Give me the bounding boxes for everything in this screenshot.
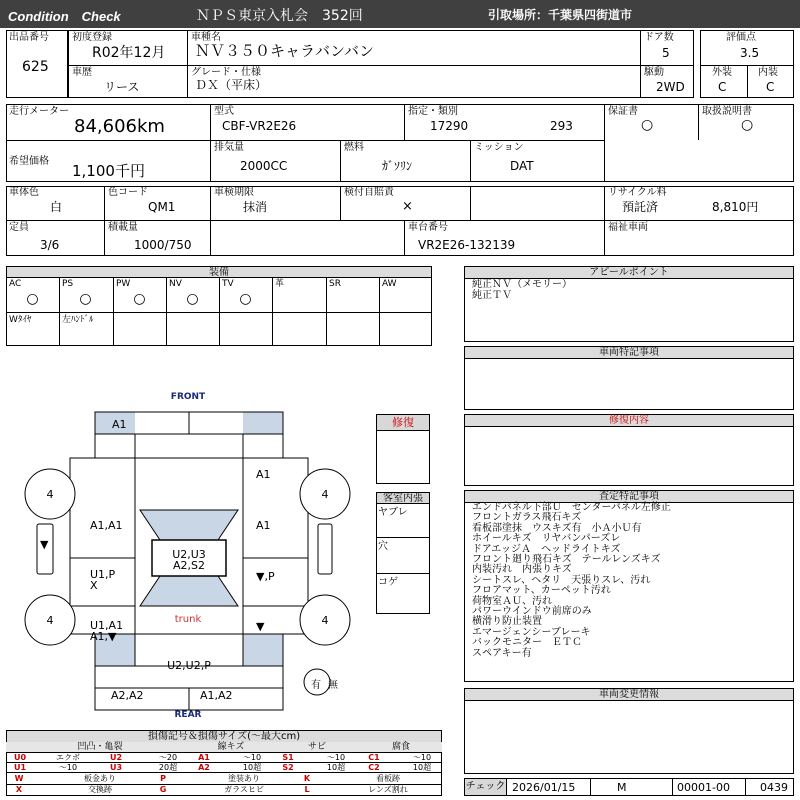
interior-label: 内装 (758, 67, 778, 78)
tire-fl-value: 4 (46, 488, 54, 501)
legend-meaning: ガラスヒビ (224, 785, 264, 794)
tire-fr-value: 4 (321, 488, 329, 501)
legend-code: U0 (13, 753, 27, 762)
legend-size: ～10 (58, 763, 78, 772)
header-title: Condition Check (8, 9, 121, 24)
quarter-l-damage-2: A1,▼ (90, 630, 117, 643)
appeal-line: 純正ＮＶ（メモリー） (472, 279, 572, 290)
footer-code: 00001-00 (677, 781, 730, 794)
slide-r-damage: ▼,P (256, 570, 275, 583)
recycle-status: 預託済 (622, 200, 659, 214)
displacement-value: 2000CC (240, 159, 288, 173)
drive-label: 駆動 (644, 67, 664, 78)
equipment-extra: Wﾀｲﾔ (9, 315, 32, 325)
fuel-label: 燃料 (344, 142, 364, 153)
exterior-value: C (718, 80, 727, 94)
type-value: CBF-VR2E26 (222, 119, 297, 133)
manual-value: ○ (741, 117, 754, 133)
inspection-notes-title: 査定特記事項 (465, 491, 793, 503)
legend-group: 腐食 (360, 742, 442, 752)
equipment-value: ○ (239, 291, 252, 307)
price-label: 希望価格 (9, 156, 49, 167)
history-label: 車歴 (72, 67, 92, 78)
equipment-value: ○ (133, 291, 146, 307)
inspection-note-line: フロント廻り飛石キズ テールレンズキズ (472, 554, 661, 565)
legend-group: サビ (274, 742, 360, 752)
legend-code: S1 (282, 753, 294, 762)
inspection-note-line: スペアキー有 (472, 647, 532, 659)
tire-rl-value: 4 (46, 614, 54, 627)
legend-size: ～20 (158, 753, 178, 762)
legend-size: 20超 (158, 763, 178, 772)
interior-item: 穴 (378, 541, 388, 552)
legend-group: 凹凸・亀裂 (6, 742, 194, 752)
capacity-value: 3/6 (40, 238, 60, 252)
legend-code: K (303, 774, 311, 783)
load-value: 1000/750 (134, 238, 192, 252)
tire-rr-value: 4 (321, 614, 329, 627)
mileage-value: 84,606km (74, 116, 165, 137)
insurance-value: × (402, 199, 413, 214)
legend-code: C1 (368, 753, 380, 762)
door-fl-damage: A1,A1 (90, 519, 123, 532)
front-label: FRONT (170, 392, 206, 402)
equipment-header: AW (382, 279, 397, 289)
legend-code: W (14, 774, 24, 783)
legend-meaning: レンズ割れ (368, 785, 408, 794)
legend-size: エクボ (56, 753, 80, 762)
warranty-value: ○ (641, 117, 654, 133)
color-code-label: 色コード (108, 187, 148, 198)
doors-label: ドア数 (644, 32, 674, 43)
legend-group: 線キズ (188, 742, 274, 752)
load-label: 積載量 (108, 222, 138, 233)
inspection-note-line: 看板部塗抹 ウスキズ有 小Ａ小Ｕ有 (472, 522, 642, 534)
door-fr-damage: A1 (256, 519, 271, 532)
legend-size: ～10 (326, 753, 346, 762)
body-color-label: 車体色 (9, 187, 39, 198)
mission-value: DAT (510, 159, 534, 173)
drive-value: 2WD (656, 80, 685, 94)
exterior-label: 外装 (712, 67, 732, 78)
panel-rear-r (243, 634, 283, 666)
interior-title: 客室内張 (377, 493, 429, 504)
appeal-title: アピールポイント (465, 267, 793, 279)
manual-label: 取扱説明書 (702, 106, 752, 117)
legend-code: A2 (198, 763, 210, 772)
capacity-label: 定員 (9, 222, 29, 233)
check-label: チェック (465, 779, 507, 795)
changes-title: 車両変更情報 (465, 689, 793, 701)
score-label: 評価点 (726, 32, 756, 43)
footer-date: 2026/01/15 (512, 781, 576, 794)
inspection-note-line: バックモニター ＥＴＣ (472, 637, 582, 649)
body-color-value: 白 (50, 200, 63, 214)
type-label: 型式 (214, 106, 234, 117)
legend-code: P (160, 774, 166, 783)
equipment-header: NV (169, 279, 182, 289)
interior-value: C (766, 80, 775, 94)
legend-meaning: 交換跡 (88, 785, 112, 794)
trunk-label: trunk (174, 614, 202, 625)
legend-code: L (304, 785, 310, 794)
displacement-label: 排気量 (214, 142, 244, 153)
equipment-header: PS (62, 279, 74, 289)
inspection-note-line: ホイールキズ リヤバンパーズレ (472, 533, 621, 545)
inspection-note-line: 内装汚れ 内張りキズ (472, 564, 572, 576)
legend-code: G (159, 785, 167, 794)
roof-damage-2: A2,S2 (172, 559, 205, 572)
legend-size: 10超 (242, 763, 262, 772)
legend-title: 損傷記号＆損傷サイズ(～最大cm) (7, 731, 441, 743)
recycle-label: リサイクル料 (608, 187, 667, 198)
bumper-l-damage: A2,A2 (111, 689, 144, 702)
equipment-value: ○ (186, 291, 199, 307)
model-name: ＮＶ３５０キャラバンバン (195, 42, 374, 60)
color-code-value: QM1 (148, 200, 176, 214)
windshield (140, 510, 238, 540)
bumper-r-damage: A1,A2 (200, 689, 233, 702)
legend-code: A1 (198, 753, 210, 762)
welfare-label: 福祉車両 (608, 222, 648, 233)
spare-tire-present: 有 (311, 680, 321, 691)
warranty-label: 保証書 (608, 106, 638, 117)
chassis-label: 車台番号 (408, 222, 448, 233)
pickup-location: 引取場所：千葉県四街道市 (488, 8, 633, 22)
inspection-note-line: 横滑り防止装置 (472, 616, 542, 628)
equipment-header: TV (222, 279, 234, 289)
inspection-label: 車検期限 (214, 187, 254, 198)
legend-code: X (15, 785, 23, 794)
legend-code: S2 (282, 763, 294, 772)
rear-label: REAR (174, 710, 202, 720)
designation-label: 指定・類別 (408, 106, 458, 117)
repair-title: 修復 (377, 415, 429, 431)
inspection-note-line: エマージェンシーブレーキ (472, 626, 591, 638)
equipment-header: AC (9, 279, 22, 289)
legend-meaning: 板金あり (84, 774, 116, 783)
grade-value: ＤＸ（平床） (195, 78, 268, 92)
grade-label: グレード・仕様 (191, 67, 261, 78)
footer-mark: M (617, 781, 627, 794)
lot-label: 出品番号 (9, 32, 49, 43)
equipment-header: 革 (275, 279, 285, 289)
inspection-note-line: エンドパネル下部Ｕ センターパネル左修正 (472, 502, 671, 513)
inspection-note-line: シートスレ、ヘタリ 天張りスレ、汚れ (472, 574, 651, 586)
repair-detail-title: 修復内容 (465, 415, 793, 427)
rear-window (140, 576, 238, 606)
insurance-label: 検付自賠責 (344, 187, 394, 198)
inspection-note-line: 荷物室ＡＵ、汚れ (472, 595, 552, 607)
fender-fr-damage: A1 (256, 468, 271, 481)
inspection-note-line: ドアエッジＡ ヘッドライトキズ (472, 543, 621, 555)
history-value: リース (104, 80, 140, 94)
auction-name: ＮＰＳ東京入札会 352回 (196, 8, 363, 24)
equipment-title: 装備 (7, 267, 431, 278)
equipment-header: PW (116, 279, 131, 289)
legend-size: ～10 (242, 753, 262, 762)
mirror-l-damage: ▼ (40, 538, 49, 551)
equipment-header: SR (329, 279, 341, 289)
first-reg: R02年12月 (92, 45, 166, 61)
fuel-value: ｶﾞｿﾘﾝ (382, 159, 413, 173)
slide-l-damage-2: X (90, 579, 98, 592)
panel-bonnet-r (243, 412, 283, 434)
chassis-value: VR2E26-132139 (418, 238, 516, 252)
interior-item: ヤブレ (378, 507, 408, 518)
classification-value: 293 (550, 119, 573, 133)
equipment-value: ○ (26, 291, 39, 307)
legend-size: 10超 (412, 763, 432, 772)
score-value: 3.5 (740, 46, 760, 60)
mileage-label: 走行メーター (9, 106, 69, 117)
model-label: 車種名 (191, 32, 221, 43)
interior-item: コゲ (378, 577, 398, 588)
damage-diagram (0, 380, 440, 720)
inspection-note-line: フロントガラス飛石キズ (472, 512, 582, 524)
roof-damage-1: U2,U3 (172, 548, 206, 561)
special-title: 車両特記事項 (465, 347, 793, 359)
legend-size: 10超 (326, 763, 346, 772)
slide-l-damage: U1,P (90, 568, 116, 581)
equipment-value: ○ (79, 291, 92, 307)
price-value: 1,100千円 (72, 162, 145, 180)
inspection-note-line: パワーウインドウ前席のみ (472, 606, 592, 617)
legend-meaning: 塗装あり (228, 774, 260, 783)
spare-tire-none: 無 (328, 680, 338, 691)
doors-value: 5 (662, 46, 670, 60)
lot-number: 625 (22, 59, 49, 75)
mission-label: ミッション (474, 142, 524, 153)
legend-code: U1 (13, 763, 27, 772)
quarter-r-damage: ▼ (256, 620, 265, 633)
designation-value: 17290 (430, 119, 469, 133)
legend-code: U3 (109, 763, 123, 772)
legend-meaning: 看板跡 (376, 774, 400, 783)
row1-main-box (68, 30, 694, 98)
inspection-note-line: フロアマット、カーペット汚れ (472, 585, 611, 597)
back-door-damage: U2,U2,P (167, 659, 211, 672)
legend-code: C2 (368, 763, 380, 772)
first-reg-label: 初度登録 (72, 32, 112, 43)
bonnet-damage: A1 (112, 418, 127, 431)
legend-code: U2 (109, 753, 123, 762)
inspection-value: 抹消 (243, 200, 268, 214)
quarter-l-damage: U1,A1 (90, 619, 124, 632)
appeal-line: 純正ＴＶ (472, 290, 512, 301)
equipment-extra: 左ﾊﾝﾄﾞﾙ (62, 315, 94, 325)
legend-size: ～10 (412, 753, 432, 762)
recycle-fee: 8,810円 (712, 200, 759, 214)
footer-number: 0439 (760, 781, 788, 794)
